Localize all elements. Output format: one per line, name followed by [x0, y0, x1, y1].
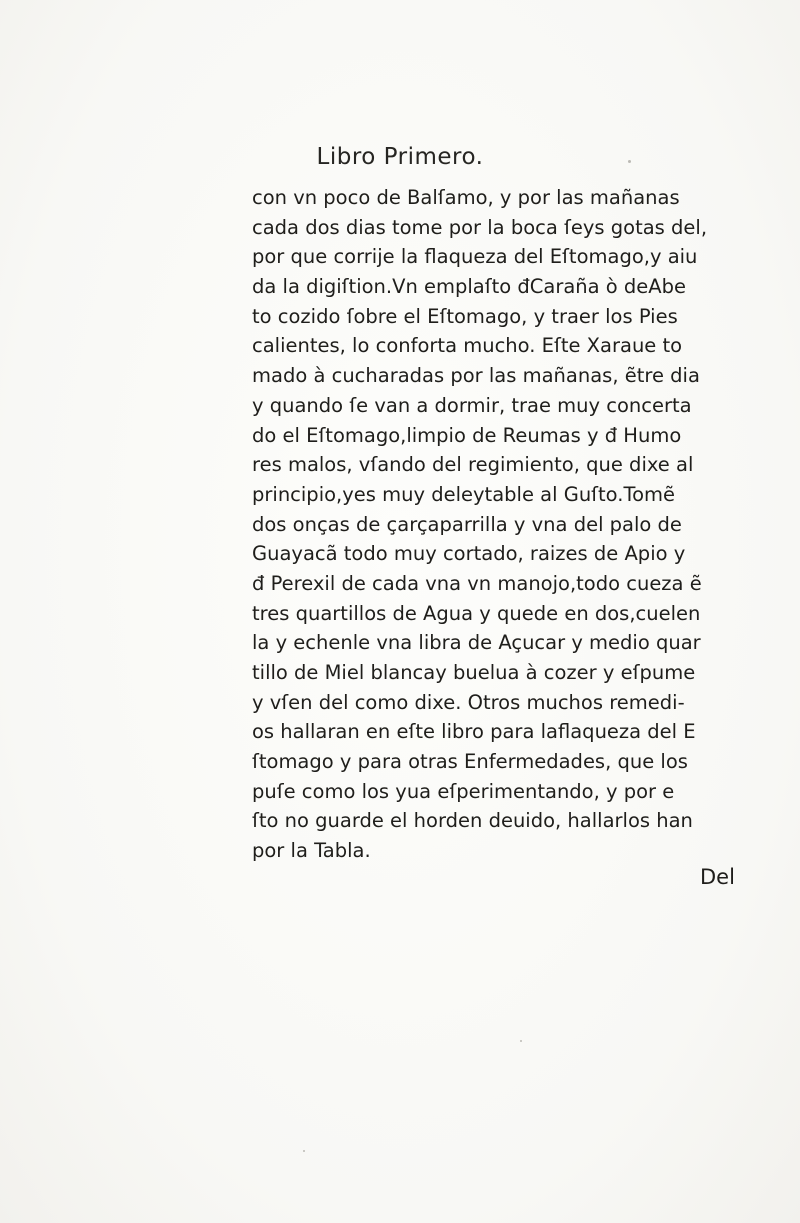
- text-line: ſto no guarde el horden deuido, hallarlos han: [252, 809, 693, 833]
- text-line: con vn poco de Balſamo, y por las mañanas: [252, 186, 680, 209]
- text-line: da la digiſtion.Vn emplaſto đCaraña ò deAbe: [252, 275, 687, 299]
- paper-speck: [520, 1040, 522, 1042]
- text-line: tres quartillos de Agua y quede en dos,cuelen: [252, 601, 701, 625]
- text-line: res malos, vſando del regimiento, que dixe al: [252, 453, 694, 477]
- paper-speck: [303, 1150, 305, 1152]
- text-line: cada dos dias tome por la boca ſeys gotas del,: [252, 215, 708, 239]
- paper-speck: [628, 160, 631, 163]
- text-line: to cozido ſobre el Eſtomago, y traer los Pies: [252, 304, 678, 328]
- text-line: puſe como los yua eſperimentando, y por e: [252, 779, 675, 803]
- text-line: ſtomago y para otras Enfermedades, que los: [252, 750, 688, 774]
- text-line: y quando ſe van a dormir, trae muy concerta: [252, 393, 692, 417]
- text-line: Guayacã todo muy cortado, raizes de Apio y: [252, 542, 686, 566]
- text-line: por que corrije la flaqueza del Eſtomago,y aiu: [252, 245, 698, 269]
- text-line: tillo de Miel blancay buelua à cozer y eſpume: [252, 661, 696, 684]
- catchword: Del: [700, 865, 735, 889]
- text-line: por la Tabla.: [252, 839, 371, 863]
- text-line: calientes, lo conforta mucho. Eſte Xaraue to: [252, 334, 683, 358]
- text-line: đ Perexil de cada vna vn manojo,todo cueza ẽ: [252, 571, 702, 595]
- text-line: do el Eſtomago,limpio de Reumas y đ Humo: [252, 423, 682, 447]
- text-line: y vſen del como dixe. Otros muchos remedi-: [252, 690, 685, 714]
- text-line: mado à cucharadas por las mañanas, ẽtre dia: [252, 364, 700, 388]
- body-text: [252, 183, 752, 866]
- text-line: principio,yes muy deleytable al Guſto.Tomẽ: [252, 482, 675, 506]
- text-line: la y echenle vna libra de Açucar y medio quar: [252, 631, 701, 655]
- text-line: dos onças de çarçaparrilla y vna del palo de: [252, 512, 682, 536]
- text-line: os hallaran en eſte libro para laflaqueza del E: [252, 720, 696, 744]
- running-head: Libro Primero.: [316, 144, 484, 170]
